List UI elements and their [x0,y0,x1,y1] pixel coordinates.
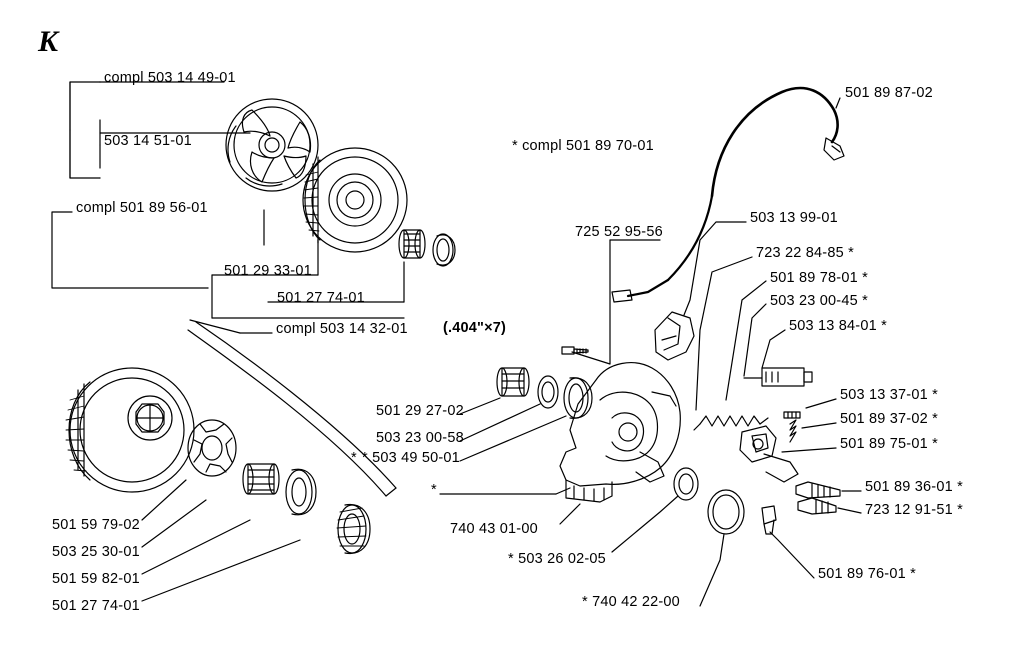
callout-501-59-82-01: 501 59 82-01 [52,571,140,587]
leader-501-89-78-01 [726,281,766,400]
washer-top [433,234,455,266]
needle-bearing-bottom [243,464,279,494]
callout-compl-503-14-32-01: compl 503 14 32-01 [276,321,408,337]
screw-501-89-36-01 [796,482,840,498]
callout-501-89-36-01: 501 89 36-01 * [865,479,963,495]
callout-501-89-87-02: 501 89 87-02 [845,85,933,101]
leader-501-89-87-02 [836,98,840,108]
callout-503-13-37-01: 503 13 37-01 * [840,387,938,403]
callout-503-25-30-01: 503 25 30-01 [52,544,140,560]
brake-cable [712,88,838,196]
leader-501-89-75-01 [782,448,836,452]
callout-asterisk-503-49-50-01: * [351,450,357,466]
callout-503-23-00-45: 503 23 00-45 * [770,293,868,309]
leader-501-59-79-02 [142,480,186,520]
callout-725-52-95-56: 725 52 95-56 [575,224,663,240]
leader-740-43-01-00 [440,488,580,524]
screw-723-12-91-51 [798,498,836,514]
washer-bottom-1 [286,469,316,515]
plate-letter: K [38,25,59,58]
callout-723-12-91-51: 723 12 91-51 * [865,502,963,518]
callout-501-29-33-01: 501 29 33-01 [224,263,312,279]
callout-501-27-74-01: 501 27 74-01 [277,290,365,306]
ring-740-42-22-00 [708,490,744,534]
leader-723-12-91-51 [838,508,861,513]
leader-503-49-50-01 [460,416,566,461]
leader-503-13-84-01 [762,330,785,368]
clutch-drum-bottom [69,368,194,492]
leader-501-89-76-01 [770,532,814,578]
callout-503-26-02-05: * 503 26 02-05 [508,551,606,567]
clutch-spider [226,99,318,191]
leader-501-29-27-02 [460,398,500,414]
callout-503-23-00-58: 503 23 00-58 [376,430,464,446]
brake-lever-piece [655,312,694,360]
callout-chain-pitch: (.404"×7) [443,320,507,336]
brake-link-shaft [744,368,812,386]
callout-501-59-79-02: 501 59 79-02 [52,517,140,533]
callout-asterisk-740-43-01-00: * [431,482,437,498]
leader-compl-503-14-49-01 [70,82,224,178]
washer-middle-2 [564,378,592,419]
bearing-middle [497,368,529,396]
callout-723-22-84-85: 723 22 84-85 * [756,245,854,261]
leader-503-13-37-01 [806,399,836,408]
leader-503-13-99-01 [684,222,746,315]
callout-501-29-27-02: 501 29 27-02 [376,403,464,419]
callout-501-89-37-02: 501 89 37-02 * [840,411,938,427]
leader-503-25-30-01 [142,500,206,547]
clutch-drum-top [303,148,407,252]
brake-cable-lower [612,196,712,302]
bracket-501-89-75-01 [740,426,798,482]
bearing-503-26-02-05 [674,468,698,500]
pin-503-13-37-01 [784,412,800,418]
callout-501-89-75-01: 501 89 75-01 * [840,436,938,452]
leader-723-22-84-85 [696,257,752,410]
callout-740-43-01-00: 740 43 01-00 [450,521,538,537]
leader-740-42-22-00 [700,534,724,606]
callout-503-49-50-01: * 503 49 50-01 [362,450,460,466]
callout-compl-501-89-70-01: * compl 501 89 70-01 [512,138,654,154]
rim-sprocket [188,420,236,476]
callout-501-89-76-01: 501 89 76-01 * [818,566,916,582]
callout-503-13-99-01: 503 13 99-01 [750,210,838,226]
callout-501-27-74-01-bottom: 501 27 74-01 [52,598,140,614]
spring-501-89-37-02 [790,420,796,442]
leader-503-26-02-05 [612,496,678,552]
leader-501-27-74-01-bottom [142,540,300,601]
nut-501-89-76-01 [762,506,776,534]
needle-bearing-top [399,230,425,258]
callout-740-42-22-00: * 740 42 22-00 [582,594,680,610]
washer-middle-1 [538,376,558,408]
callout-501-89-78-01: 501 89 78-01 * [770,270,868,286]
leader-501-89-37-02 [802,423,836,428]
callout-503-13-84-01: 503 13 84-01 * [789,318,887,334]
clutch-cover-housing [560,363,680,502]
callout-compl-503-14-49-01: compl 503 14 49-01 [104,70,236,86]
leader-501-29-33-01 [212,240,318,318]
callout-503-14-51-01: 503 14 51-01 [104,133,192,149]
callout-compl-501-89-56-01: compl 501 89 56-01 [76,200,208,216]
